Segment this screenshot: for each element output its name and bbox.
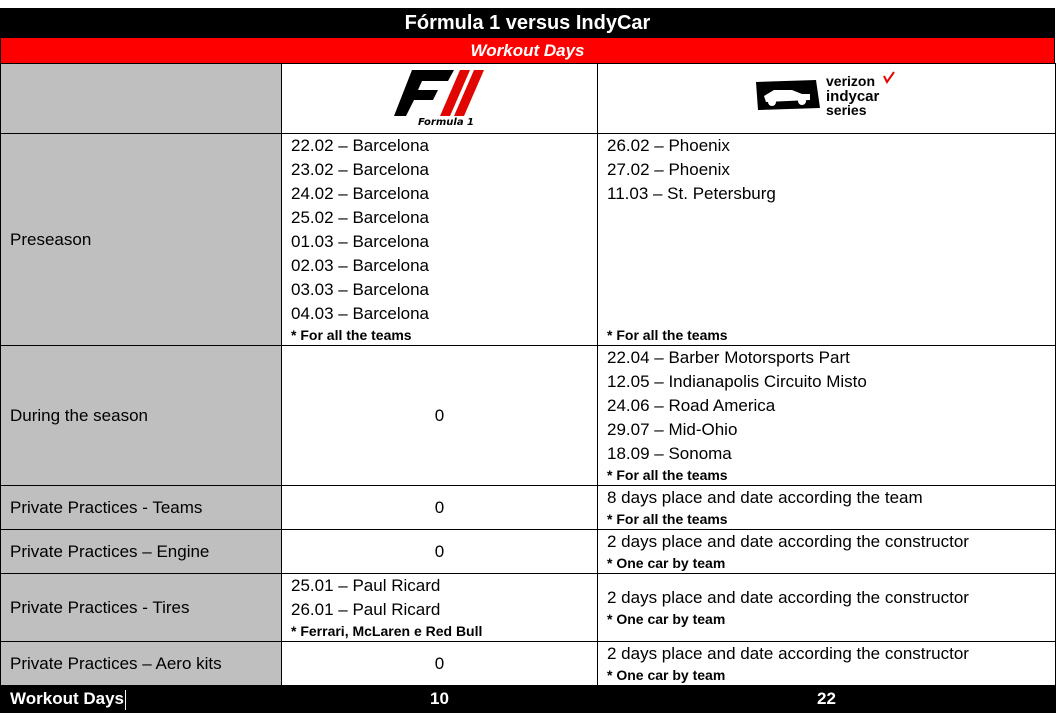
table-title: Fórmula 1 versus IndyCar	[0, 8, 1055, 38]
list-item: 24.02 – Barcelona	[291, 184, 429, 203]
list-item: 25.01 – Paul Ricard	[291, 576, 441, 595]
list-item: 25.02 – Barcelona	[291, 208, 429, 227]
f1-total: 10	[282, 686, 598, 713]
list-item: 27.02 – Phoenix	[607, 160, 730, 179]
f1-logo	[390, 64, 490, 126]
text-cursor	[125, 690, 126, 710]
list-item: 11.03 – St. Petersburg	[607, 184, 776, 203]
f1-teams-cell: 0	[282, 486, 598, 530]
list-item: 2 days place and date according the constructor	[607, 588, 969, 607]
f1-preseason-cell	[282, 134, 598, 346]
cell-note: * One car by team	[607, 555, 726, 571]
list-item: 26.02 – Phoenix	[607, 136, 730, 155]
list-item: 8 days place and date according the team	[607, 488, 923, 507]
list-item: 24.06 – Road America	[607, 396, 776, 415]
indy-aero-cell	[598, 642, 1056, 686]
list-item: 18.09 – Sonoma	[607, 444, 732, 463]
comparison-sheet	[0, 8, 1055, 713]
cell-note: * For all the teams	[607, 327, 728, 343]
cell-note: * One car by team	[607, 667, 726, 683]
table-row	[1, 574, 1056, 642]
indycar-logo-cell	[598, 64, 1056, 134]
row-label-teams: Private Practices - Teams	[1, 486, 282, 530]
logo-row-label	[1, 64, 282, 134]
totals-label	[1, 686, 282, 713]
table-row	[1, 530, 1056, 574]
list-item: 03.03 – Barcelona	[291, 280, 429, 299]
cell-note: * For all the teams	[607, 511, 728, 527]
table-subtitle: Workout Days	[0, 38, 1055, 63]
list-item: 23.02 – Barcelona	[291, 160, 429, 179]
indycar-logo	[752, 70, 902, 120]
totals-label-text: Workout Days	[10, 689, 124, 708]
list-item: 22.02 – Barcelona	[291, 136, 429, 155]
indy-season-cell	[598, 346, 1056, 486]
row-label-season: During the season	[1, 346, 282, 486]
comparison-table	[0, 63, 1056, 713]
cell-note: * One car by team	[607, 611, 726, 627]
logo-row	[1, 64, 1056, 134]
indy-preseason-cell	[598, 134, 1056, 346]
indycar-logo-line2: indycar	[825, 88, 879, 105]
f1-tires-cell	[282, 574, 598, 642]
row-label-preseason: Preseason	[1, 134, 282, 346]
indycar-logo-line1: verizon	[825, 73, 875, 89]
list-item: 01.03 – Barcelona	[291, 232, 429, 251]
f1-engine-cell: 0	[282, 530, 598, 574]
cell-note: * For all the teams	[607, 467, 728, 483]
f1-season-cell: 0	[282, 346, 598, 486]
row-label-engine: Private Practices – Engine	[1, 530, 282, 574]
indycar-logo-line3: series	[825, 102, 866, 118]
f1-logo-cell	[282, 64, 598, 134]
row-label-aero: Private Practices – Aero kits	[1, 642, 282, 686]
table-row	[1, 486, 1056, 530]
row-label-tires: Private Practices - Tires	[1, 574, 282, 642]
indy-total: 22	[598, 686, 1056, 713]
table-row	[1, 642, 1056, 686]
list-item: 02.03 – Barcelona	[291, 256, 429, 275]
f1-logo-caption: Formula 1	[417, 117, 474, 126]
list-item: 12.05 – Indianapolis Circuito Misto	[607, 372, 867, 391]
list-item: 04.03 – Barcelona	[291, 304, 429, 323]
cell-note: * For all the teams	[291, 327, 412, 343]
list-item: 2 days place and date according the constructor	[607, 644, 969, 663]
totals-row	[1, 686, 1056, 713]
indy-teams-cell	[598, 486, 1056, 530]
f1-aero-cell: 0	[282, 642, 598, 686]
table-row	[1, 346, 1056, 486]
cell-note: * Ferrari, McLaren e Red Bull	[291, 623, 483, 639]
list-item: 2 days place and date according the constructor	[607, 532, 969, 551]
table-row	[1, 134, 1056, 346]
indy-tires-cell	[598, 574, 1056, 642]
list-item: 22.04 – Barber Motorsports Part	[607, 348, 850, 367]
list-item: 29.07 – Mid-Ohio	[607, 420, 738, 439]
indy-engine-cell	[598, 530, 1056, 574]
list-item: 26.01 – Paul Ricard	[291, 600, 441, 619]
